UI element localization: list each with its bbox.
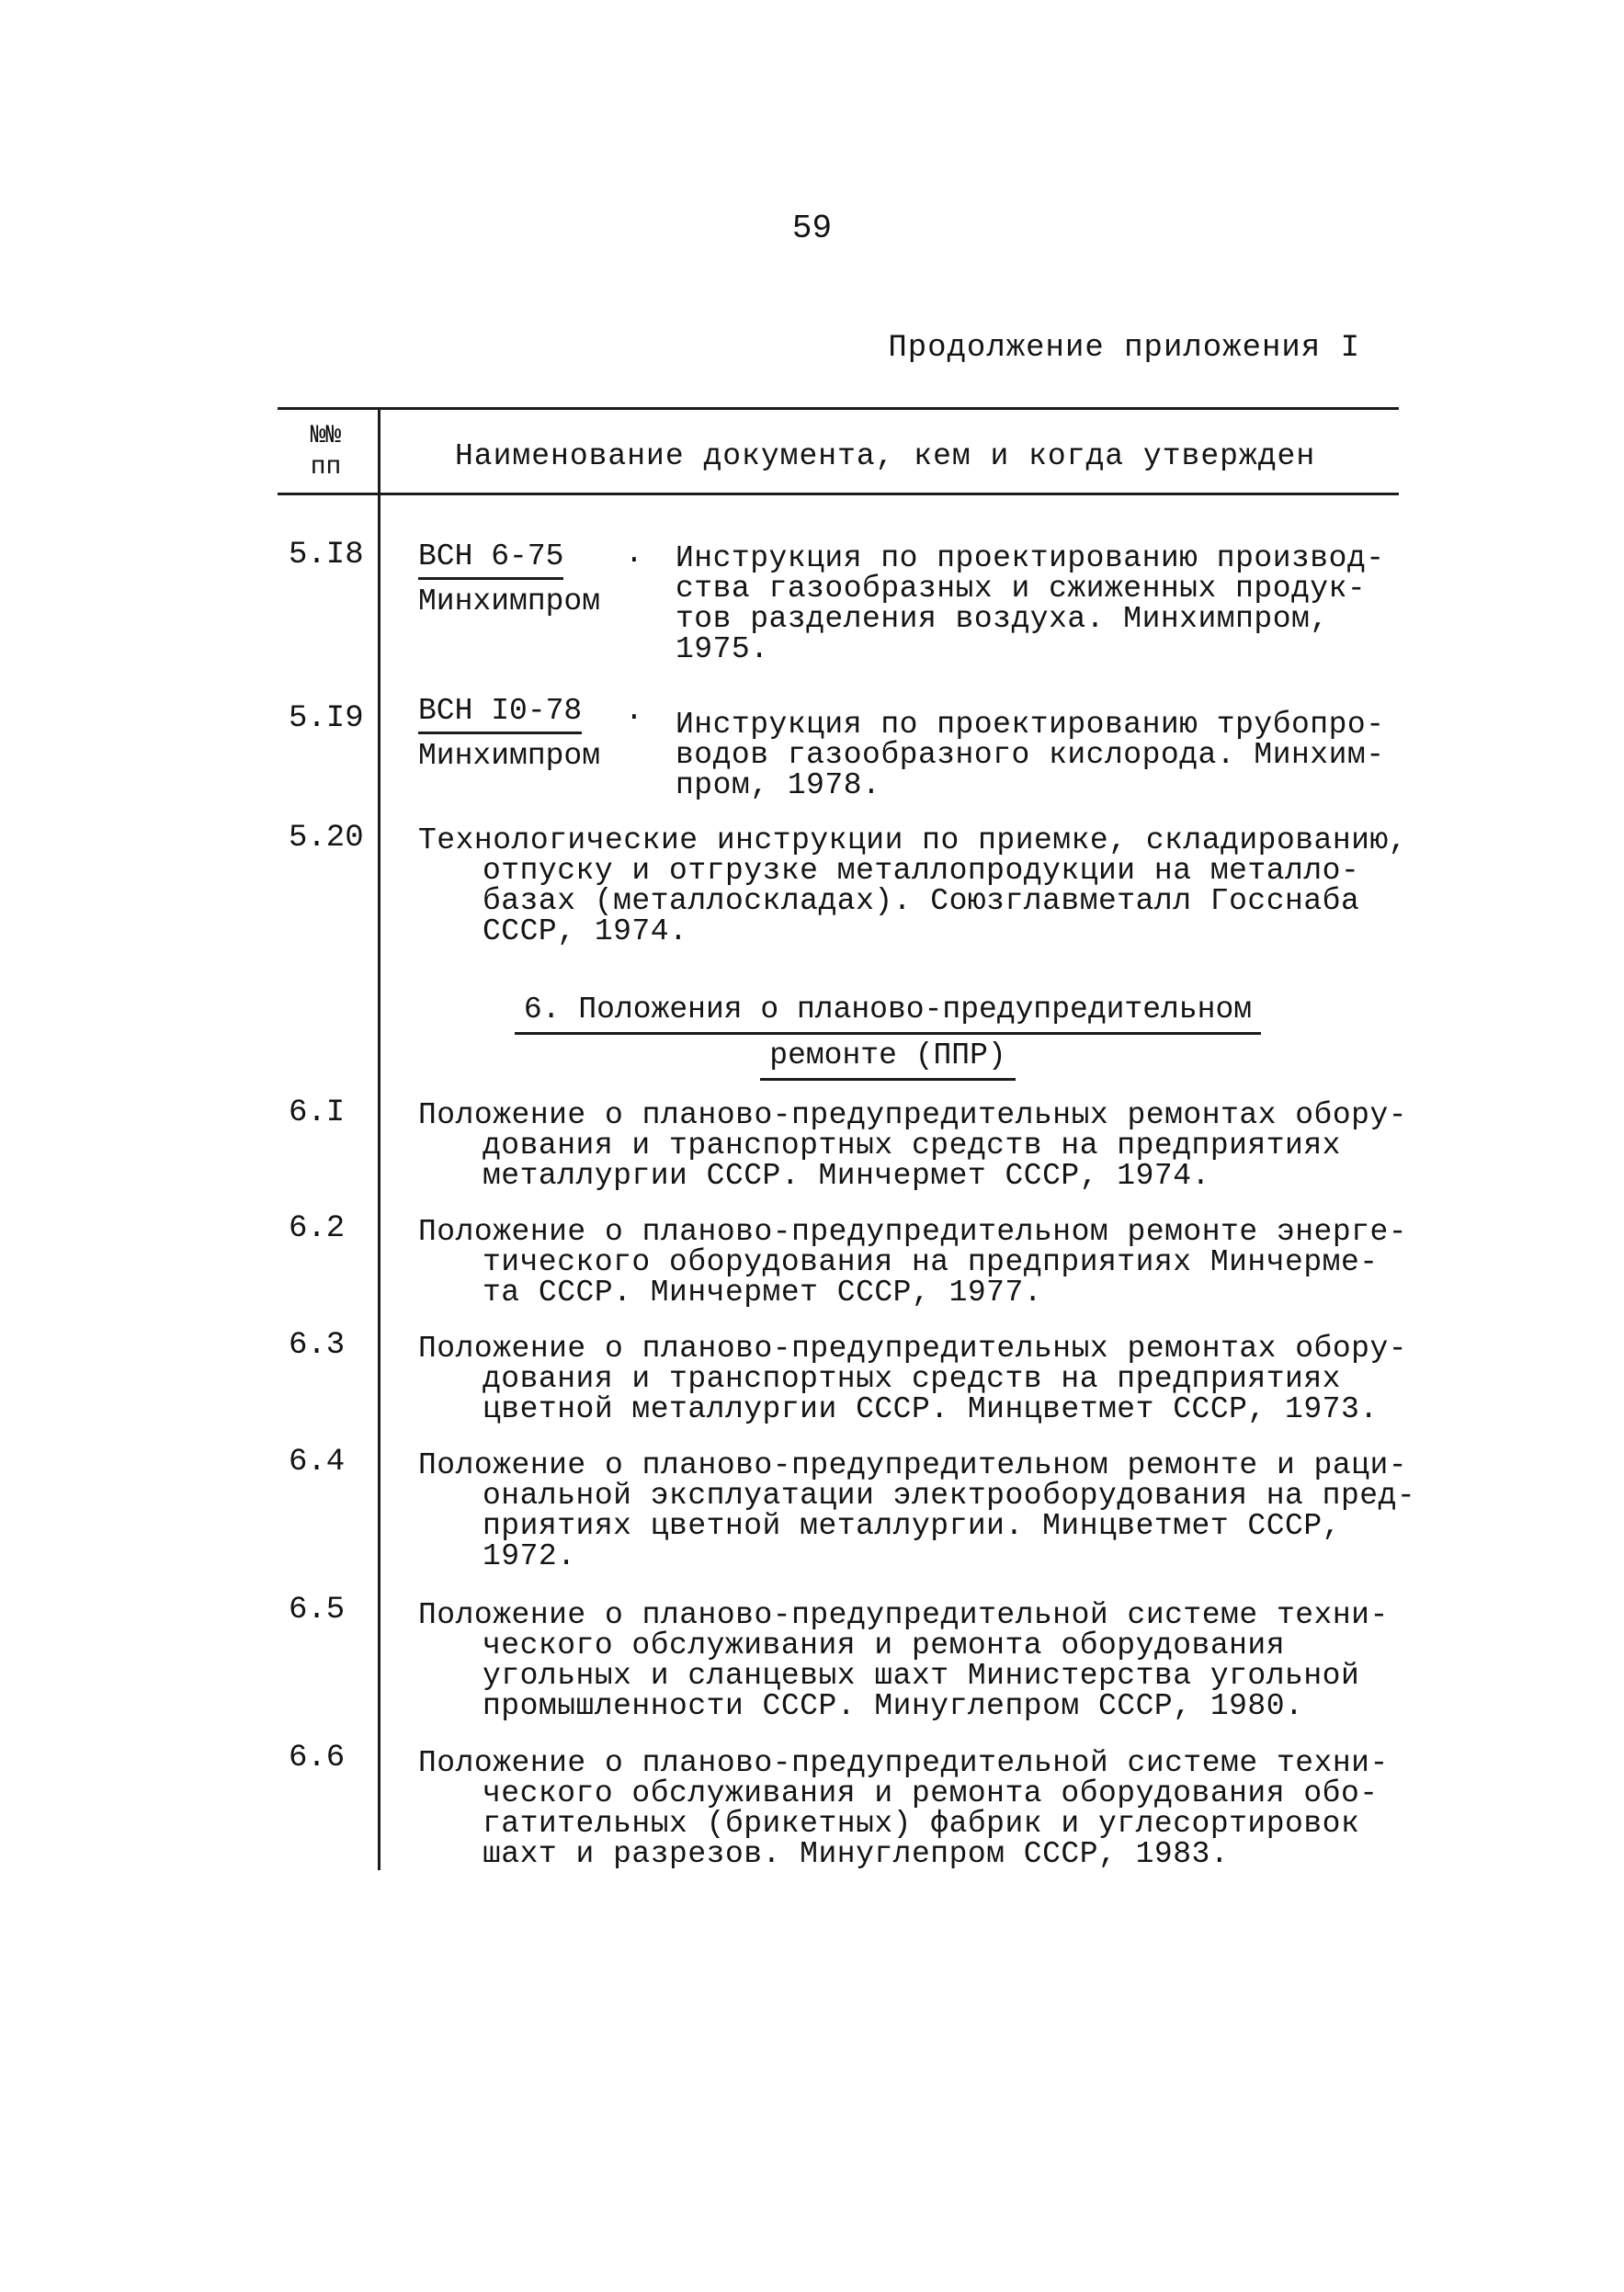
entry-text [418, 1100, 1407, 1191]
page-number: 59 [791, 210, 833, 247]
text-line: Инструкция по проектированию трубопро- [676, 708, 1385, 742]
table-column-divider [378, 407, 380, 1870]
text-line: Положение о планово-предупредительной системе техни- [418, 1598, 1389, 1632]
entry-number: 6.6 [289, 1741, 346, 1776]
separator-dot: . [625, 537, 643, 571]
entry-text [418, 1748, 1389, 1869]
text-line: дования и транспортных средств на предприятиях [483, 1362, 1341, 1396]
text-line: Положение о планово-предупредительном ремонте энерге- [418, 1215, 1408, 1249]
text-line: водов газообразного кислорода. Минхим- [676, 738, 1385, 772]
text-line: промышленности СССР. Минуглепром СССР, 1980. [483, 1689, 1304, 1723]
entry-number: 6.5 [289, 1593, 346, 1628]
separator-dot: . [625, 694, 643, 728]
text-line: металлургии СССР. Минчермет СССР, 1974. [483, 1159, 1210, 1193]
text-line: СССР, 1974. [483, 914, 688, 948]
text-line: Положение о планово-предупредительной системе техни- [418, 1746, 1389, 1780]
table-top-rule [278, 407, 1399, 410]
text-line: Инструкция по проектированию производ- [676, 541, 1385, 575]
text-line: та СССР. Минчермет СССР, 1977. [483, 1276, 1043, 1310]
text-line: дования и транспортных средств на предприятиях [483, 1129, 1341, 1163]
text-line: шахт и разрезов. Минуглепром СССР, 1983. [483, 1837, 1230, 1871]
text-line: ства газообразных и сжиженных продук- [676, 572, 1367, 606]
text-line: тов разделения воздуха. Минхимпром, [676, 602, 1329, 636]
document-code-value: ВСН 6-75 [418, 539, 563, 580]
text-line: Технологические инструкции по приемке, складированию, [418, 823, 1408, 857]
text-line: тического оборудования на предприятиях Минчерме- [483, 1245, 1379, 1279]
entry-text [418, 1600, 1389, 1721]
section-heading [0, 989, 1624, 1081]
text-line: 1975. [676, 632, 769, 666]
column-header-name: Наименование документа, кем и когда утвержден [455, 439, 1316, 473]
document-code [418, 693, 600, 775]
document-organization: Минхимпром [418, 584, 601, 618]
document-code-value: ВСН I0-78 [418, 693, 582, 734]
entry-number: 6.3 [289, 1328, 346, 1363]
text-line: базах (металлоскладах). Союзглавметалл Госснаба [483, 884, 1360, 918]
entry-text [418, 1450, 1415, 1571]
text-line: цветной металлургии СССР. Минцветмет СССР, 1973. [483, 1392, 1379, 1426]
entry-text [676, 543, 1385, 664]
entry-text [418, 1217, 1407, 1308]
column-header-number [278, 421, 374, 483]
table-header-rule [278, 493, 1399, 495]
column-header-number-line1: №№ [310, 422, 342, 450]
document-code [418, 539, 600, 620]
entry-number: 5.I8 [289, 538, 364, 573]
continuation-label: Продолжение приложения I [888, 331, 1360, 366]
text-line: 1972. [483, 1539, 576, 1573]
text-line: угольных и сланцевых шахт Министерства угольной [483, 1659, 1360, 1693]
text-line: Положение о планово-предупредительных ремонтах обору- [418, 1098, 1408, 1132]
entry-number: 5.20 [289, 821, 364, 856]
text-line: Положение о планово-предупредительных ремонтах обору- [418, 1332, 1408, 1366]
text-line: гатительных (брикетных) фабрик и углесортировок [483, 1807, 1360, 1841]
entry-number: 6.4 [289, 1445, 346, 1480]
text-line: приятиях цветной металлургии. Минцветмет СССР, [483, 1509, 1341, 1543]
entry-text [418, 825, 1407, 947]
text-line: пром, 1978. [676, 768, 881, 802]
text-line: ональной эксплуатации электрооборудования на пред- [483, 1479, 1416, 1513]
section-heading-line2: ремонте (ППР) [760, 1035, 1015, 1081]
text-line: Положение о планово-предупредительном ремонте и раци- [418, 1448, 1408, 1482]
text-line: ческого обслуживания и ремонта оборудования [483, 1628, 1286, 1662]
text-line: отпуску и отгрузке металлопродукции на металло- [483, 854, 1360, 888]
entry-number: 6.I [289, 1095, 346, 1130]
entry-number: 5.I9 [289, 701, 364, 736]
text-line: ческого обслуживания и ремонта оборудования обо- [483, 1776, 1379, 1810]
section-heading-line1: 6. Положения о планово-предупредительном [515, 989, 1261, 1035]
entry-text [676, 709, 1385, 800]
document-organization: Минхимпром [418, 739, 601, 773]
column-header-number-line2: пп [310, 453, 342, 482]
entry-number: 6.2 [289, 1211, 346, 1246]
entry-text [418, 1333, 1407, 1424]
